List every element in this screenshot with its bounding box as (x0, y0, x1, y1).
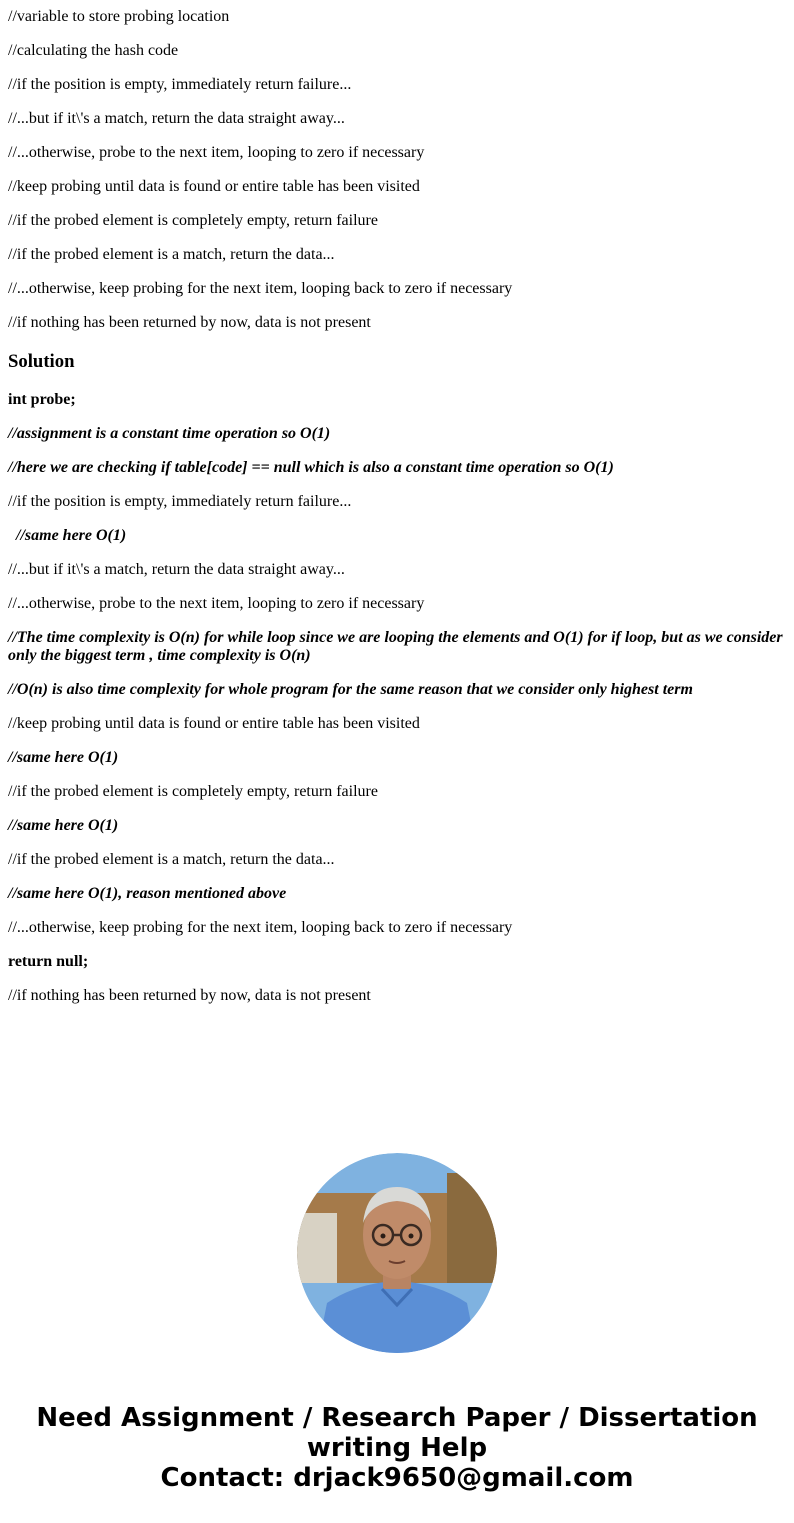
comment-line: //if the probed element is completely empty, return failure (8, 212, 378, 229)
comment-line: //calculating the hash code (8, 42, 179, 59)
analysis-line: //same here O(1), reason mentioned above (8, 885, 287, 902)
banner-contact-email[interactable]: Contact: drjack9650@gmail.com (160, 1463, 634, 1493)
analysis-line: //The time complexity is O(n) for while loop since we are looping the elements and O(1) for if loop, but as we consider only the biggest term , time complexity is O(n) (8, 629, 783, 664)
comment-line: //...but if it\'s a match, return the data straight away... (8, 110, 345, 127)
comment-line: //keep probing until data is found or entire table has been visited (8, 178, 420, 195)
code-line: int probe; (8, 391, 76, 408)
comment-line: //...otherwise, probe to the next item, looping to zero if necessary (8, 144, 425, 161)
analysis-line: //same here O(1) (8, 817, 119, 834)
banner-line-1: Need Assignment / Research Paper / Dissertation (36, 1403, 758, 1433)
code-line: return null; (8, 953, 89, 970)
contact-banner (0, 1403, 794, 1493)
author-photo (297, 1153, 497, 1353)
analysis-line: //O(n) is also time complexity for whole program for the same reason that we consider only highest term (8, 681, 693, 698)
comment-line: //if the probed element is a match, return the data... (8, 851, 335, 868)
comment-line: //...otherwise, keep probing for the next item, looping back to zero if necessary (8, 919, 513, 936)
analysis-line: //same here O(1) (8, 527, 127, 544)
comment-line: //if the probed element is a match, return the data... (8, 246, 335, 263)
comment-line: //keep probing until data is found or entire table has been visited (8, 715, 420, 732)
comment-line: //if the position is empty, immediately return failure... (8, 76, 352, 93)
comment-line: //if nothing has been returned by now, data is not present (8, 987, 371, 1004)
comment-line: //variable to store probing location (8, 8, 230, 25)
comment-line: //if nothing has been returned by now, data is not present (8, 314, 371, 331)
comment-line: //...but if it\'s a match, return the data straight away... (8, 561, 345, 578)
analysis-line: //here we are checking if table[code] == null which is also a constant time operation so O(1) (8, 459, 614, 476)
comment-line: //if the probed element is completely empty, return failure (8, 783, 378, 800)
author-avatar (297, 1153, 497, 1353)
solution-heading: Solution (8, 351, 75, 372)
banner-line-2: writing Help (306, 1433, 488, 1463)
comment-line: //if the position is empty, immediately return failure... (8, 493, 352, 510)
comment-line: //...otherwise, probe to the next item, looping to zero if necessary (8, 595, 425, 612)
comment-line: //...otherwise, keep probing for the next item, looping back to zero if necessary (8, 280, 513, 297)
analysis-line: //same here O(1) (8, 749, 119, 766)
analysis-line: //assignment is a constant time operation so O(1) (8, 425, 331, 442)
